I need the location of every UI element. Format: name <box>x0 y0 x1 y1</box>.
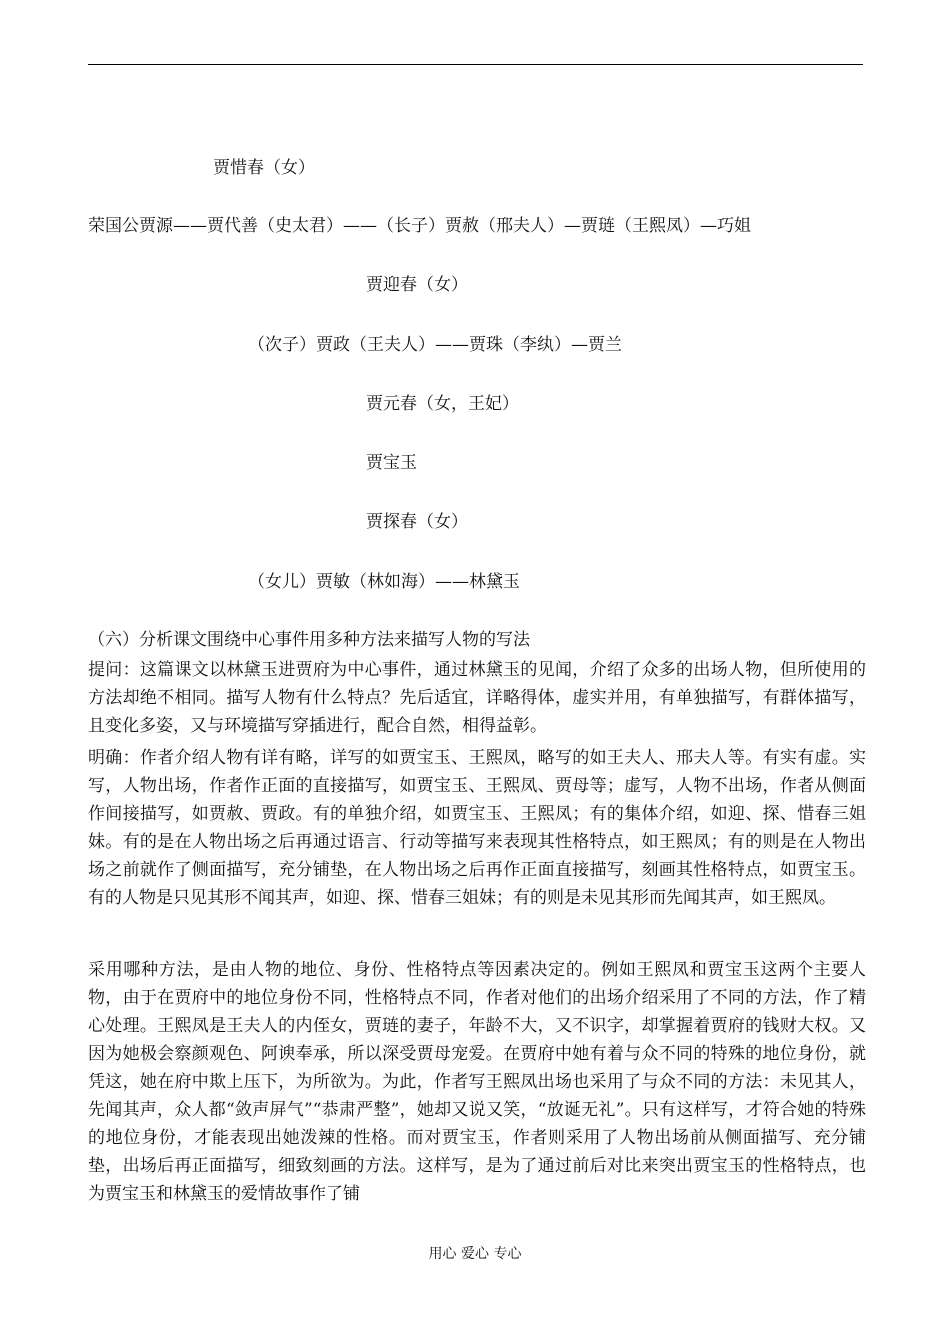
section-heading: （六）分析课文围绕中心事件用多种方法来描写人物的写法 <box>88 630 530 650</box>
page-footer: 用心 爱心 专心 <box>428 1246 522 1262</box>
paragraph-question: 提问：这篇课文以林黛玉进贾府为中心事件，通过林黛玉的见闻，介绍了众多的出场人物，但所使用的方法却绝不相同。描写人物有什么特点？先后适宜，详略得体，虚实并用，有单独描写，有群体描写，且变化多姿，又与环境描写穿插进行，配合自然，相得益彰。 <box>88 660 866 736</box>
header-rule <box>88 64 863 65</box>
paragraph-answer: 明确：作者介绍人物有详有略，详写的如贾宝玉、王熙凤，略写的如王夫人、邢夫人等。有实有虚。实写，人物出场，作者作正面的直接描写，如贾宝玉、王熙凤、贾母等；虚写，人物不出场，作者从侧面作间接描写，如贾赦、贾政。有的单独介绍，如贾宝玉、王熙凤；有的集体介绍，如迎、探、惜春三姐妹。有的是在人物出场之后再通过语言、行动等描写来表现其性格特点，如王熙凤；有的则是在人物出场之前就作了侧面描写，充分铺垫，在人物出场之后再作正面直接描写，刻画其性格特点，如贾宝玉。有的人物是只见其形不闻其声，如迎、探、惜春三姐妹；有的则是未见其形而先闻其声，如王熙凤。 <box>88 748 866 908</box>
tree-line-tanchun: 贾探春（女） <box>366 512 468 532</box>
tree-line-yingchun: 贾迎春（女） <box>366 275 468 295</box>
tree-line-yuanchun: 贾元春（女，王妃） <box>366 394 519 414</box>
tree-line-baoyu: 贾宝玉 <box>366 453 417 473</box>
tree-line-jiamin: （女儿）贾敏（林如海）——林黛玉 <box>248 572 520 592</box>
paragraph-analysis: 采用哪种方法，是由人物的地位、身份、性格特点等因素决定的。例如王熙凤和贾宝玉这两个主要人物，由于在贾府中的地位身份不同，性格特点不同，作者对他们的出场介绍采用了不同的方法，作了精心处理。王熙凤是王夫人的内侄女，贾琏的妻子，年龄不大，又不识字，却掌握着贾府的钱财大权。又因为她极会察颜观色、阿谀奉承，所以深受贾母宠爱。在贾府中她有着与众不同的特殊的地位身份，就凭这，她在府中欺上压下，为所欲为。为此，作者写王熙凤出场也采用了与众不同的方法：未见其人，先闻其声，众人都“敛声屏气”“恭肃严整”，她却又说又笑，“放诞无礼”。只有这样写，才符合她的特殊的地位身份，才能表现出她泼辣的性格。而对贾宝玉，作者则采用了人物出场前从侧面描写、充分铺垫，出场后再正面描写，细致刻画的方法。这样写，是为了通过前后对比来突出贾宝玉的性格特点，也为贾宝玉和林黛玉的爱情故事作了铺 <box>88 960 866 1204</box>
tree-line-rongguogong: 荣国公贾源——贾代善（史太君）——（长子）贾赦（邢夫人）—贾琏（王熙凤）—巧姐 <box>88 216 751 236</box>
tree-line-jiazheng: （次子）贾政（王夫人）——贾珠（李纨）—贾兰 <box>248 335 622 355</box>
tree-line-xichun: 贾惜春（女） <box>213 158 315 178</box>
